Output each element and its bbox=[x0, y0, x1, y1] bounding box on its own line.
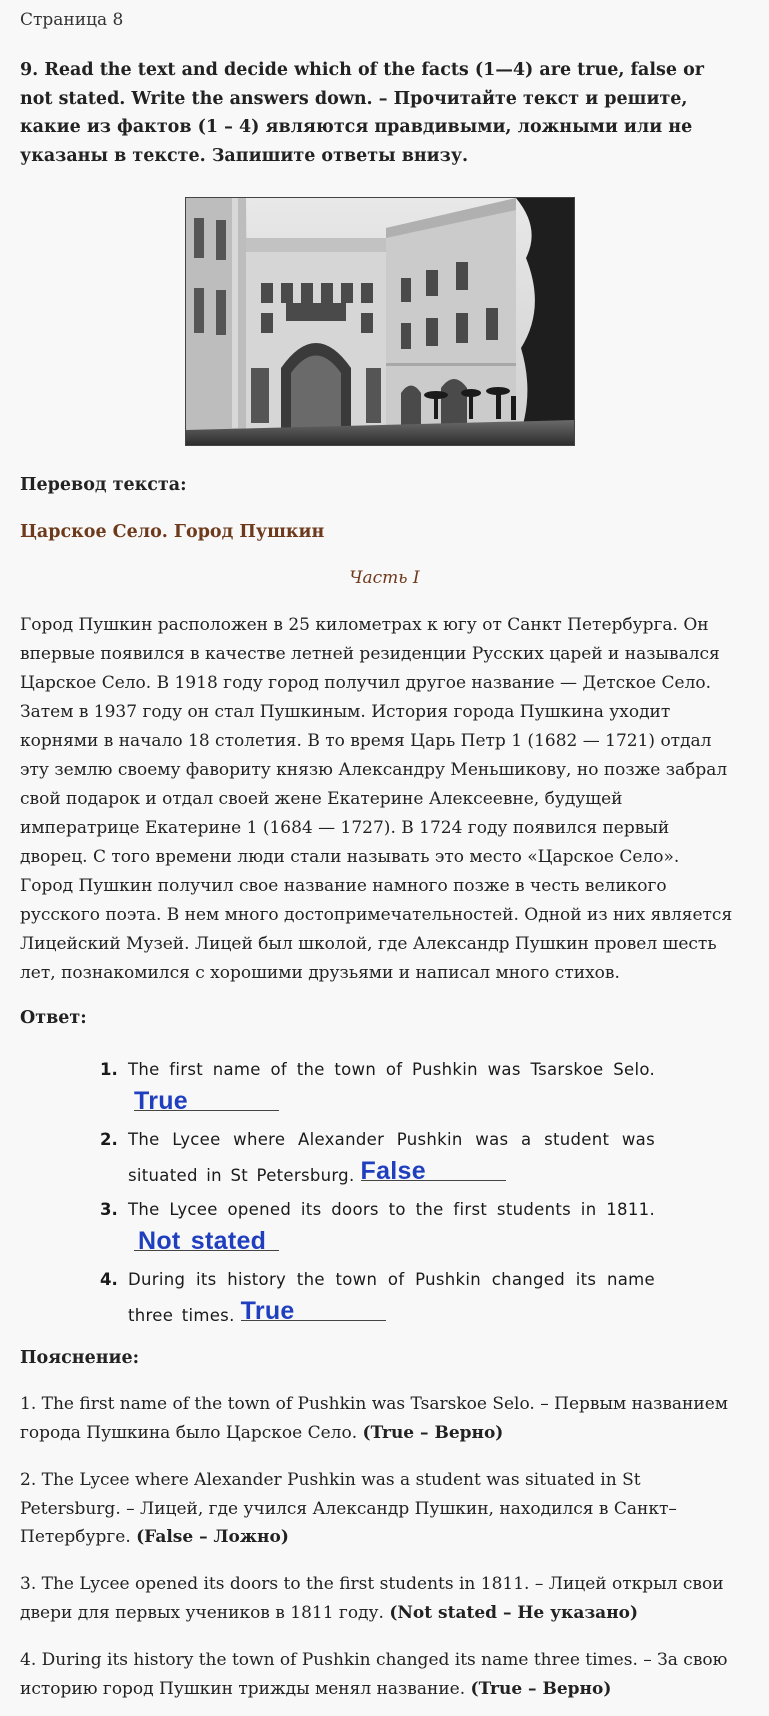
answer-number: 1. bbox=[100, 1060, 118, 1079]
verdict: (Not stated – Не указано) bbox=[389, 1602, 639, 1623]
paragraph: Город Пушкин расположен в 25 километрах к югу от Санкт Петербурга. Он впервые появился в качестве летней резиденции Русских царей и назывался Царское Село. В 1918 году город получил другое название — Детское Село. Затем в 1937 году он стал Пушкиным. История города Пушкина уходит корнями в начало 18 столетия. В то время Царь Петр 1 (1682 — 1721) отдал эту землю своему фавориту князю Александру Меньшикову, но позже забрал свой подарок и отдал своей жене Екатерине Алексеевне, будущей императрице Екатерине 1 (1684 — 1727). В 1724 году появился первый дворец. С того времени люди стали называть это место «Царское Село». bbox=[20, 615, 728, 867]
answer-blank bbox=[240, 1297, 386, 1325]
answer-number: 3. bbox=[100, 1200, 118, 1219]
page-label: Страница 8 bbox=[20, 10, 124, 30]
answer-fill: True bbox=[240, 1297, 295, 1325]
answer-item bbox=[100, 1122, 655, 1194]
answer-blank bbox=[360, 1157, 506, 1185]
lyceum-photo bbox=[185, 197, 575, 446]
answer-item bbox=[100, 1052, 655, 1124]
translation-heading: Перевод текста: bbox=[20, 475, 187, 495]
part-label: Часть I bbox=[349, 568, 420, 588]
answer-fill: True bbox=[134, 1087, 188, 1115]
explanation-item: 3. The Lycee opened its doors to the first students in 1811. – Лицей открыл свои двери для первых учеников в 1811 году. (Not stated – Не указано) bbox=[20, 1574, 724, 1623]
explanation-heading: Пояснение: bbox=[20, 1348, 140, 1368]
answer-statement: The Lycee where Alexander Pushkin was a student was situated in St Petersburg. bbox=[128, 1130, 655, 1185]
explanation-item: 2. The Lycee where Alexander Pushkin was a student was situated in St Petersburg. – Лицей, где учился Александр Пушкин, находился в Санкт–Петербурге. (False – Ложно) bbox=[20, 1470, 677, 1547]
paragraph: Город Пушкин получил свое название намного позже в честь великого русского поэта. В нем много достопримечательностей. Одной из них является Лицейский Музей. Лицей был школой, где Александр Пушкин провел шесть лет, познакомился с хорошими друзьями и написал много стихов. bbox=[20, 876, 733, 983]
task-instructions: 9. Read the text and decide which of the facts (1—4) are true, false or not stated. Write the answers down. – Прочитайте текст и решите, какие из фактов (1 – 4) являются правдивыми, ложными или не указаны в тексте. Запишите ответы внизу. bbox=[20, 60, 705, 166]
answer-fill: False bbox=[360, 1157, 426, 1185]
answer-item bbox=[100, 1192, 655, 1264]
text-title: Царское Село. Город Пушкин bbox=[20, 522, 325, 542]
explanation-item: 4. During its history the town of Pushkin changed its name three times. – За свою историю город Пушкин трижды менял название. (True – Верно) bbox=[20, 1650, 728, 1699]
answer-fill: Not stated bbox=[138, 1227, 267, 1255]
answer-statement: The first name of the town of Pushkin was Tsarskoe Selo. bbox=[128, 1060, 655, 1079]
answer-statement: The Lycee opened its doors to the first students in 1811. bbox=[128, 1200, 655, 1219]
answer-blank bbox=[134, 1087, 279, 1115]
answer-blank bbox=[134, 1227, 279, 1255]
verdict: (True – Верно) bbox=[362, 1422, 504, 1443]
answer-number: 2. bbox=[100, 1130, 118, 1149]
answer-number: 4. bbox=[100, 1270, 118, 1289]
answer-statement: During its history the town of Pushkin changed its name three times. bbox=[128, 1270, 655, 1325]
verdict: (True – Верно) bbox=[470, 1678, 612, 1699]
explanation-item: 1. The first name of the town of Pushkin was Tsarskoe Selo. – Первым названием города Пушкина было Царское Село. (True – Верно) bbox=[20, 1394, 728, 1443]
answer-list bbox=[100, 1052, 655, 1332]
translation-text bbox=[20, 611, 740, 988]
answer-item bbox=[100, 1262, 655, 1334]
answer-heading: Ответ: bbox=[20, 1008, 87, 1028]
verdict: (False – Ложно) bbox=[136, 1527, 289, 1547]
